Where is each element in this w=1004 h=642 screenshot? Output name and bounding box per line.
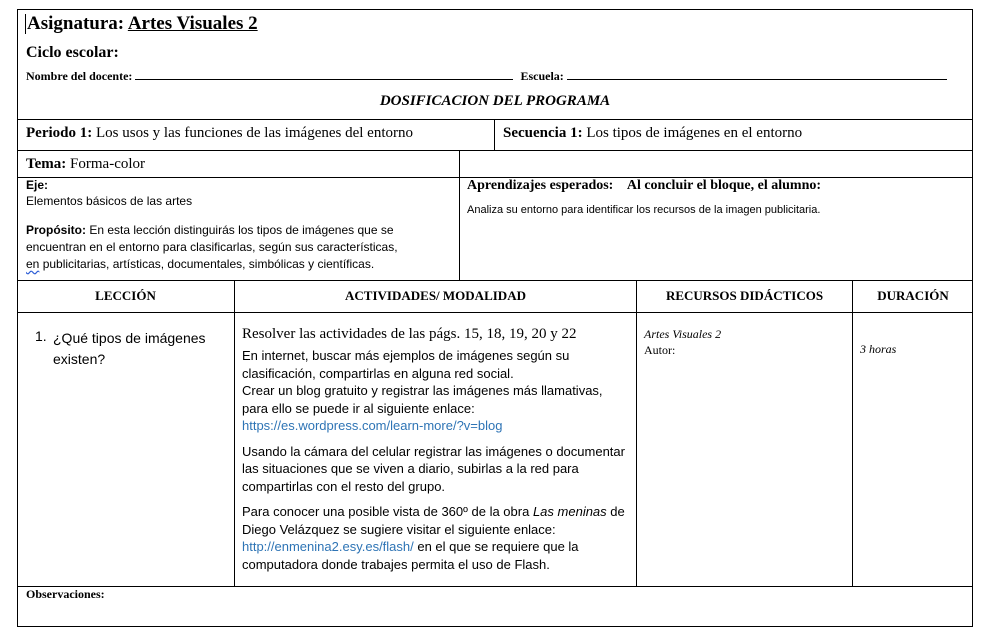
proposito-block	[26, 222, 446, 273]
secuencia-cell	[503, 125, 802, 142]
las-meninas-title: Las meninas	[532, 504, 607, 519]
leccion-text: ¿Qué tipos de imágenes existen?	[53, 330, 206, 367]
aprendizajes-text: Analiza su entorno para identificar los recursos de la imagen publicitaria.	[467, 204, 821, 216]
eje-value: Elementos básicos de las artes	[26, 194, 193, 208]
periodo-value: Los usos y las funciones de las imágenes del entorno	[95, 125, 413, 141]
wordpress-link[interactable]: https://es.wordpress.com/learn-more/?v=blog	[242, 418, 503, 433]
periodo-label: Periodo 1:	[26, 125, 93, 141]
proposito-line3-rest: publicitarias, artísticas, documentales, simbólicas y científicas.	[39, 257, 375, 271]
aprendizajes-label: Aprendizajes esperados:	[467, 178, 614, 193]
periodo-cell	[26, 125, 413, 142]
periodo-divider	[494, 119, 495, 150]
leccion-number: 1.	[35, 328, 47, 344]
header-leccion: LECCIÓN	[95, 288, 156, 303]
duracion-value: 3 horas	[860, 342, 897, 356]
escuela-blank[interactable]	[567, 69, 947, 80]
periodo-row-top	[17, 119, 973, 120]
para4-b: de Diego Velázquez se sugiere visitar el siguiente enlace:	[242, 504, 625, 537]
proposito-text: En esta lección distinguirás los tipos de imágenes que se encuentran en el entorno para clasificarlas, según sus características,	[26, 223, 398, 254]
actividades-para2: Crear un blog gratuito y registrar las imágenes más llamativas, para ello se puede ir al siguiente enlace:	[242, 383, 603, 416]
ciclo-escolar-label: Ciclo escolar:	[26, 44, 119, 61]
proposito-line3-prefix: en	[26, 257, 40, 271]
asignatura-label: Asignatura:	[27, 13, 125, 34]
docente-line	[26, 69, 947, 84]
docente-blank[interactable]	[135, 69, 513, 80]
header-actividades: ACTIVIDADES/ MODALIDAD	[345, 288, 526, 303]
col-divider-3	[852, 280, 853, 587]
header-duracion: DURACIÓN	[877, 288, 949, 303]
tema-value: Forma-color	[70, 156, 146, 172]
table-top	[17, 280, 973, 281]
col-divider-2	[636, 280, 637, 587]
meninas-link[interactable]: http://enmenina2.esy.es/flash/	[242, 539, 414, 554]
tema-divider	[459, 150, 460, 280]
aprendizajes-intro: Al concluir el bloque, el alumno:	[626, 178, 822, 193]
tema-label: Tema:	[26, 156, 67, 172]
asignatura-line	[27, 13, 258, 35]
actividades-line1: Resolver las actividades de las págs. 15, 18, 19, 20 y 22	[242, 326, 577, 342]
escuela-label: Escuela:	[520, 69, 564, 83]
tema-cell	[26, 156, 145, 173]
proposito-label: Propósito:	[26, 223, 86, 237]
text-cursor	[25, 14, 26, 34]
actividades-para3: Usando la cámara del celular registrar las imágenes o documentar las situaciones que se viven a diario, subirlas a la red para compartirlas con el resto del grupo.	[242, 443, 625, 494]
docente-label: Nombre del docente:	[26, 69, 133, 83]
actividades-para1: En internet, buscar más ejemplos de imágenes según su clasificación, compartirlas en alguna red social.	[242, 348, 570, 381]
tema-row-top	[17, 150, 973, 151]
actividades-para4	[242, 503, 630, 573]
actividades-body	[242, 347, 630, 573]
table-header-bottom	[17, 312, 973, 313]
asignatura-value: Artes Visuales 2	[127, 13, 258, 34]
observaciones-label: Observaciones:	[26, 587, 105, 601]
col-divider-1	[234, 280, 235, 587]
program-title: DOSIFICACION DEL PROGRAMA	[379, 93, 611, 109]
para4-a: Para conocer una posible vista de 360º de la obra	[242, 504, 533, 519]
table-bottom	[17, 586, 973, 587]
eje-label: Eje:	[26, 178, 49, 192]
header-recursos: RECURSOS DIDÁCTICOS	[665, 288, 824, 303]
secuencia-value: Los tipos de imágenes en el entorno	[586, 125, 803, 141]
para4-c: en el que se requiere que la computadora donde trabajes permita el uso de Flash.	[242, 539, 579, 572]
secuencia-label: Secuencia 1:	[503, 125, 583, 141]
aprendizajes-heading	[467, 178, 821, 194]
recursos-book: Artes Visuales 2	[644, 327, 722, 341]
recursos-autor: Autor:	[644, 343, 676, 357]
